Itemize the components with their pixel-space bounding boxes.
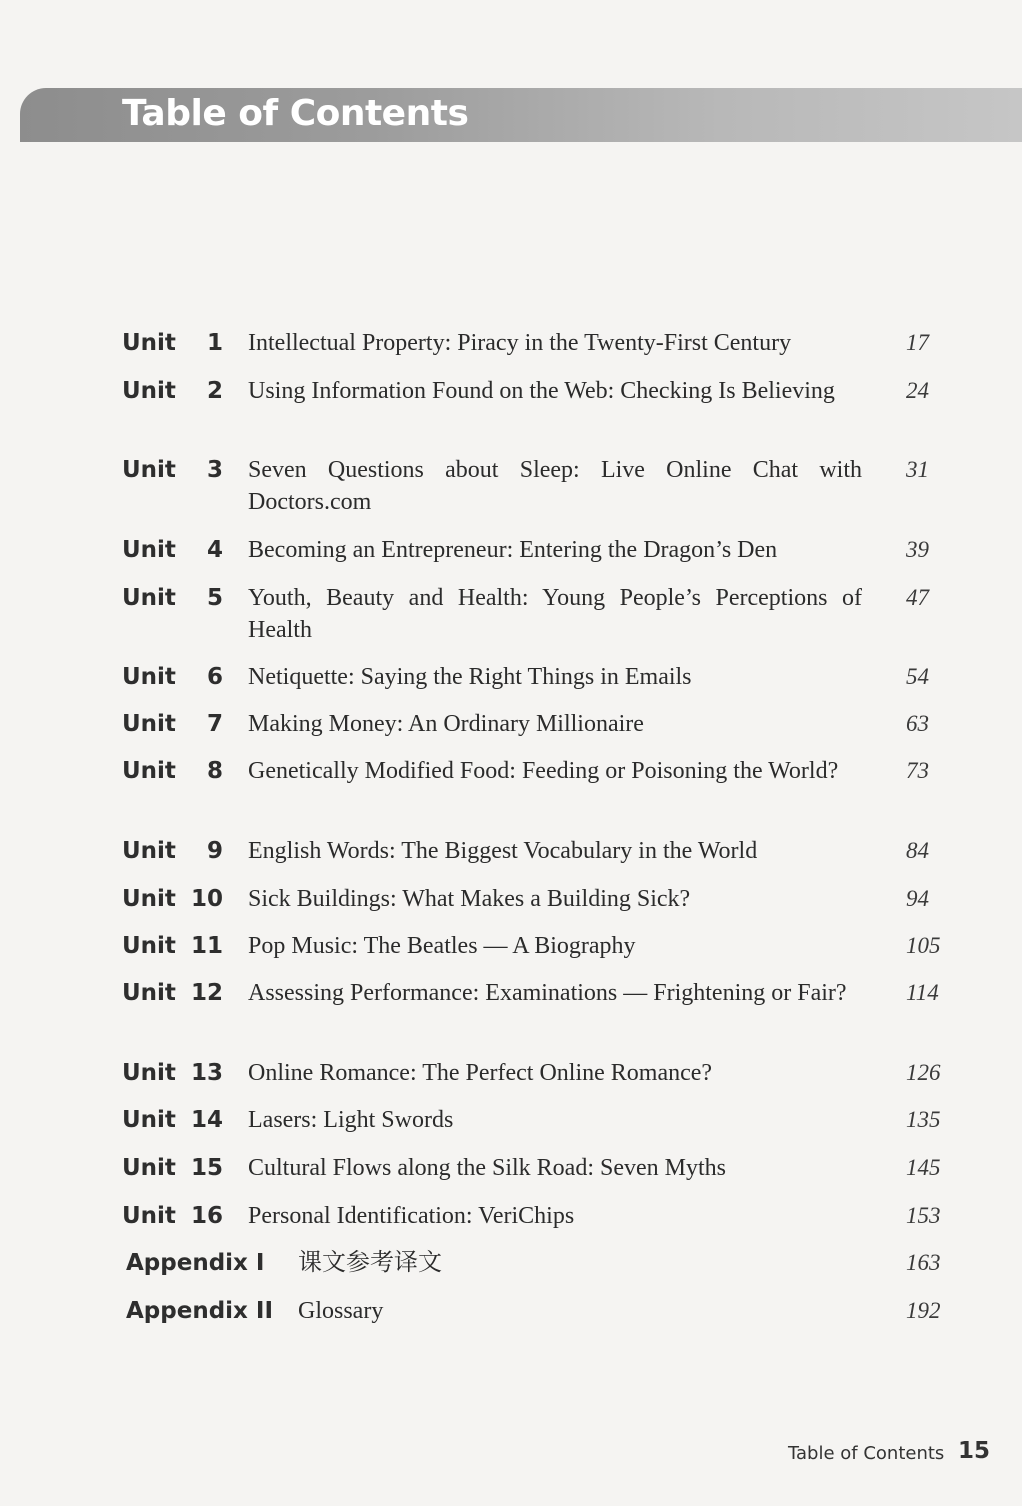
footer-page-number: 15 — [958, 1438, 991, 1464]
entry-title: Intellectual Property: Piracy in the Twenty-First Century — [248, 330, 792, 356]
page-number: 145 — [906, 1155, 941, 1180]
entry-title: Pop Music: The Beatles — A Biography — [248, 933, 636, 959]
unit-label: Unit — [122, 980, 176, 1006]
entry-title: Using Information Found on the Web: Checking Is Believing — [248, 378, 835, 404]
entry-title: Becoming an Entrepreneur: Entering the Dragon’s Den — [248, 537, 778, 563]
unit-number: 2 — [206, 378, 223, 404]
appendix-label: Appendix II — [126, 1298, 274, 1324]
page-number: 31 — [906, 457, 929, 482]
page-title: Table of Contents — [122, 93, 469, 134]
entry-title: Cultural Flows along the Silk Road: Seven Myths — [248, 1155, 726, 1181]
entry-title: Genetically Modified Food: Feeding or Poisoning the World? — [248, 758, 839, 784]
page-number: 163 — [906, 1250, 941, 1275]
page-number: 73 — [906, 758, 929, 783]
page-number: 114 — [906, 980, 939, 1005]
unit-number: 14 — [190, 1107, 223, 1133]
unit-label: Unit — [122, 378, 176, 404]
unit-number: 9 — [206, 838, 223, 864]
unit-number: 11 — [190, 933, 223, 959]
unit-number: 3 — [206, 457, 223, 483]
unit-label: Unit — [122, 1060, 176, 1086]
unit-label: Unit — [122, 886, 176, 912]
unit-label: Unit — [122, 664, 176, 690]
page-number: 153 — [906, 1203, 941, 1228]
page-number: 17 — [906, 330, 929, 355]
unit-number: 12 — [190, 980, 223, 1006]
entry-title: Lasers: Light Swords — [248, 1107, 454, 1133]
unit-number: 7 — [206, 711, 223, 737]
unit-label: Unit — [122, 330, 176, 356]
page-number: 84 — [906, 838, 929, 863]
unit-label: Unit — [122, 838, 176, 864]
entry-title: Making Money: An Ordinary Millionaire — [248, 711, 644, 737]
page-number: 135 — [906, 1107, 941, 1132]
unit-label: Unit — [122, 1203, 176, 1229]
unit-number: 4 — [206, 537, 223, 563]
unit-label: Unit — [122, 585, 176, 611]
unit-number: 16 — [190, 1203, 223, 1229]
unit-number: 10 — [190, 886, 223, 912]
entry-title: 课文参考译文 — [298, 1250, 442, 1276]
entry-title: Online Romance: The Perfect Online Romance? — [248, 1060, 713, 1086]
page-number: 24 — [906, 378, 929, 403]
entry-title: Personal Identification: VeriChips — [248, 1203, 575, 1229]
entry-title: Sick Buildings: What Makes a Building Sick? — [248, 886, 691, 912]
entry-title: English Words: The Biggest Vocabulary in the World — [248, 838, 758, 864]
unit-label: Unit — [122, 457, 176, 483]
page-number: 126 — [906, 1060, 941, 1085]
page-number: 47 — [906, 585, 929, 610]
page-number: 54 — [906, 664, 929, 689]
unit-number: 5 — [206, 585, 223, 611]
unit-label: Unit — [122, 933, 176, 959]
unit-label: Unit — [122, 537, 176, 563]
entry-title: Seven Questions about Sleep: Live Online Chat with Doctors.com — [248, 457, 862, 515]
entry-title: Netiquette: Saying the Right Things in Emails — [248, 664, 692, 690]
entry-title: Youth, Beauty and Health: Young People’s Perceptions of Health — [248, 585, 862, 643]
page-number: 39 — [906, 537, 929, 562]
page-number: 63 — [906, 711, 929, 736]
unit-number: 6 — [206, 664, 223, 690]
unit-label: Unit — [122, 1107, 176, 1133]
footer-running-title: Table of Contents — [788, 1443, 945, 1464]
entry-title: Assessing Performance: Examinations — Frightening or Fair? — [248, 980, 847, 1006]
unit-number: 15 — [190, 1155, 223, 1181]
unit-label: Unit — [122, 711, 176, 737]
unit-label: Unit — [122, 1155, 176, 1181]
unit-number: 1 — [206, 330, 223, 356]
page-number: 105 — [906, 933, 941, 958]
entry-title: Glossary — [298, 1298, 384, 1324]
unit-number: 13 — [190, 1060, 223, 1086]
appendix-label: Appendix I — [126, 1250, 265, 1276]
unit-number: 8 — [206, 758, 223, 784]
page-number: 192 — [906, 1298, 941, 1323]
page-number: 94 — [906, 886, 929, 911]
unit-label: Unit — [122, 758, 176, 784]
